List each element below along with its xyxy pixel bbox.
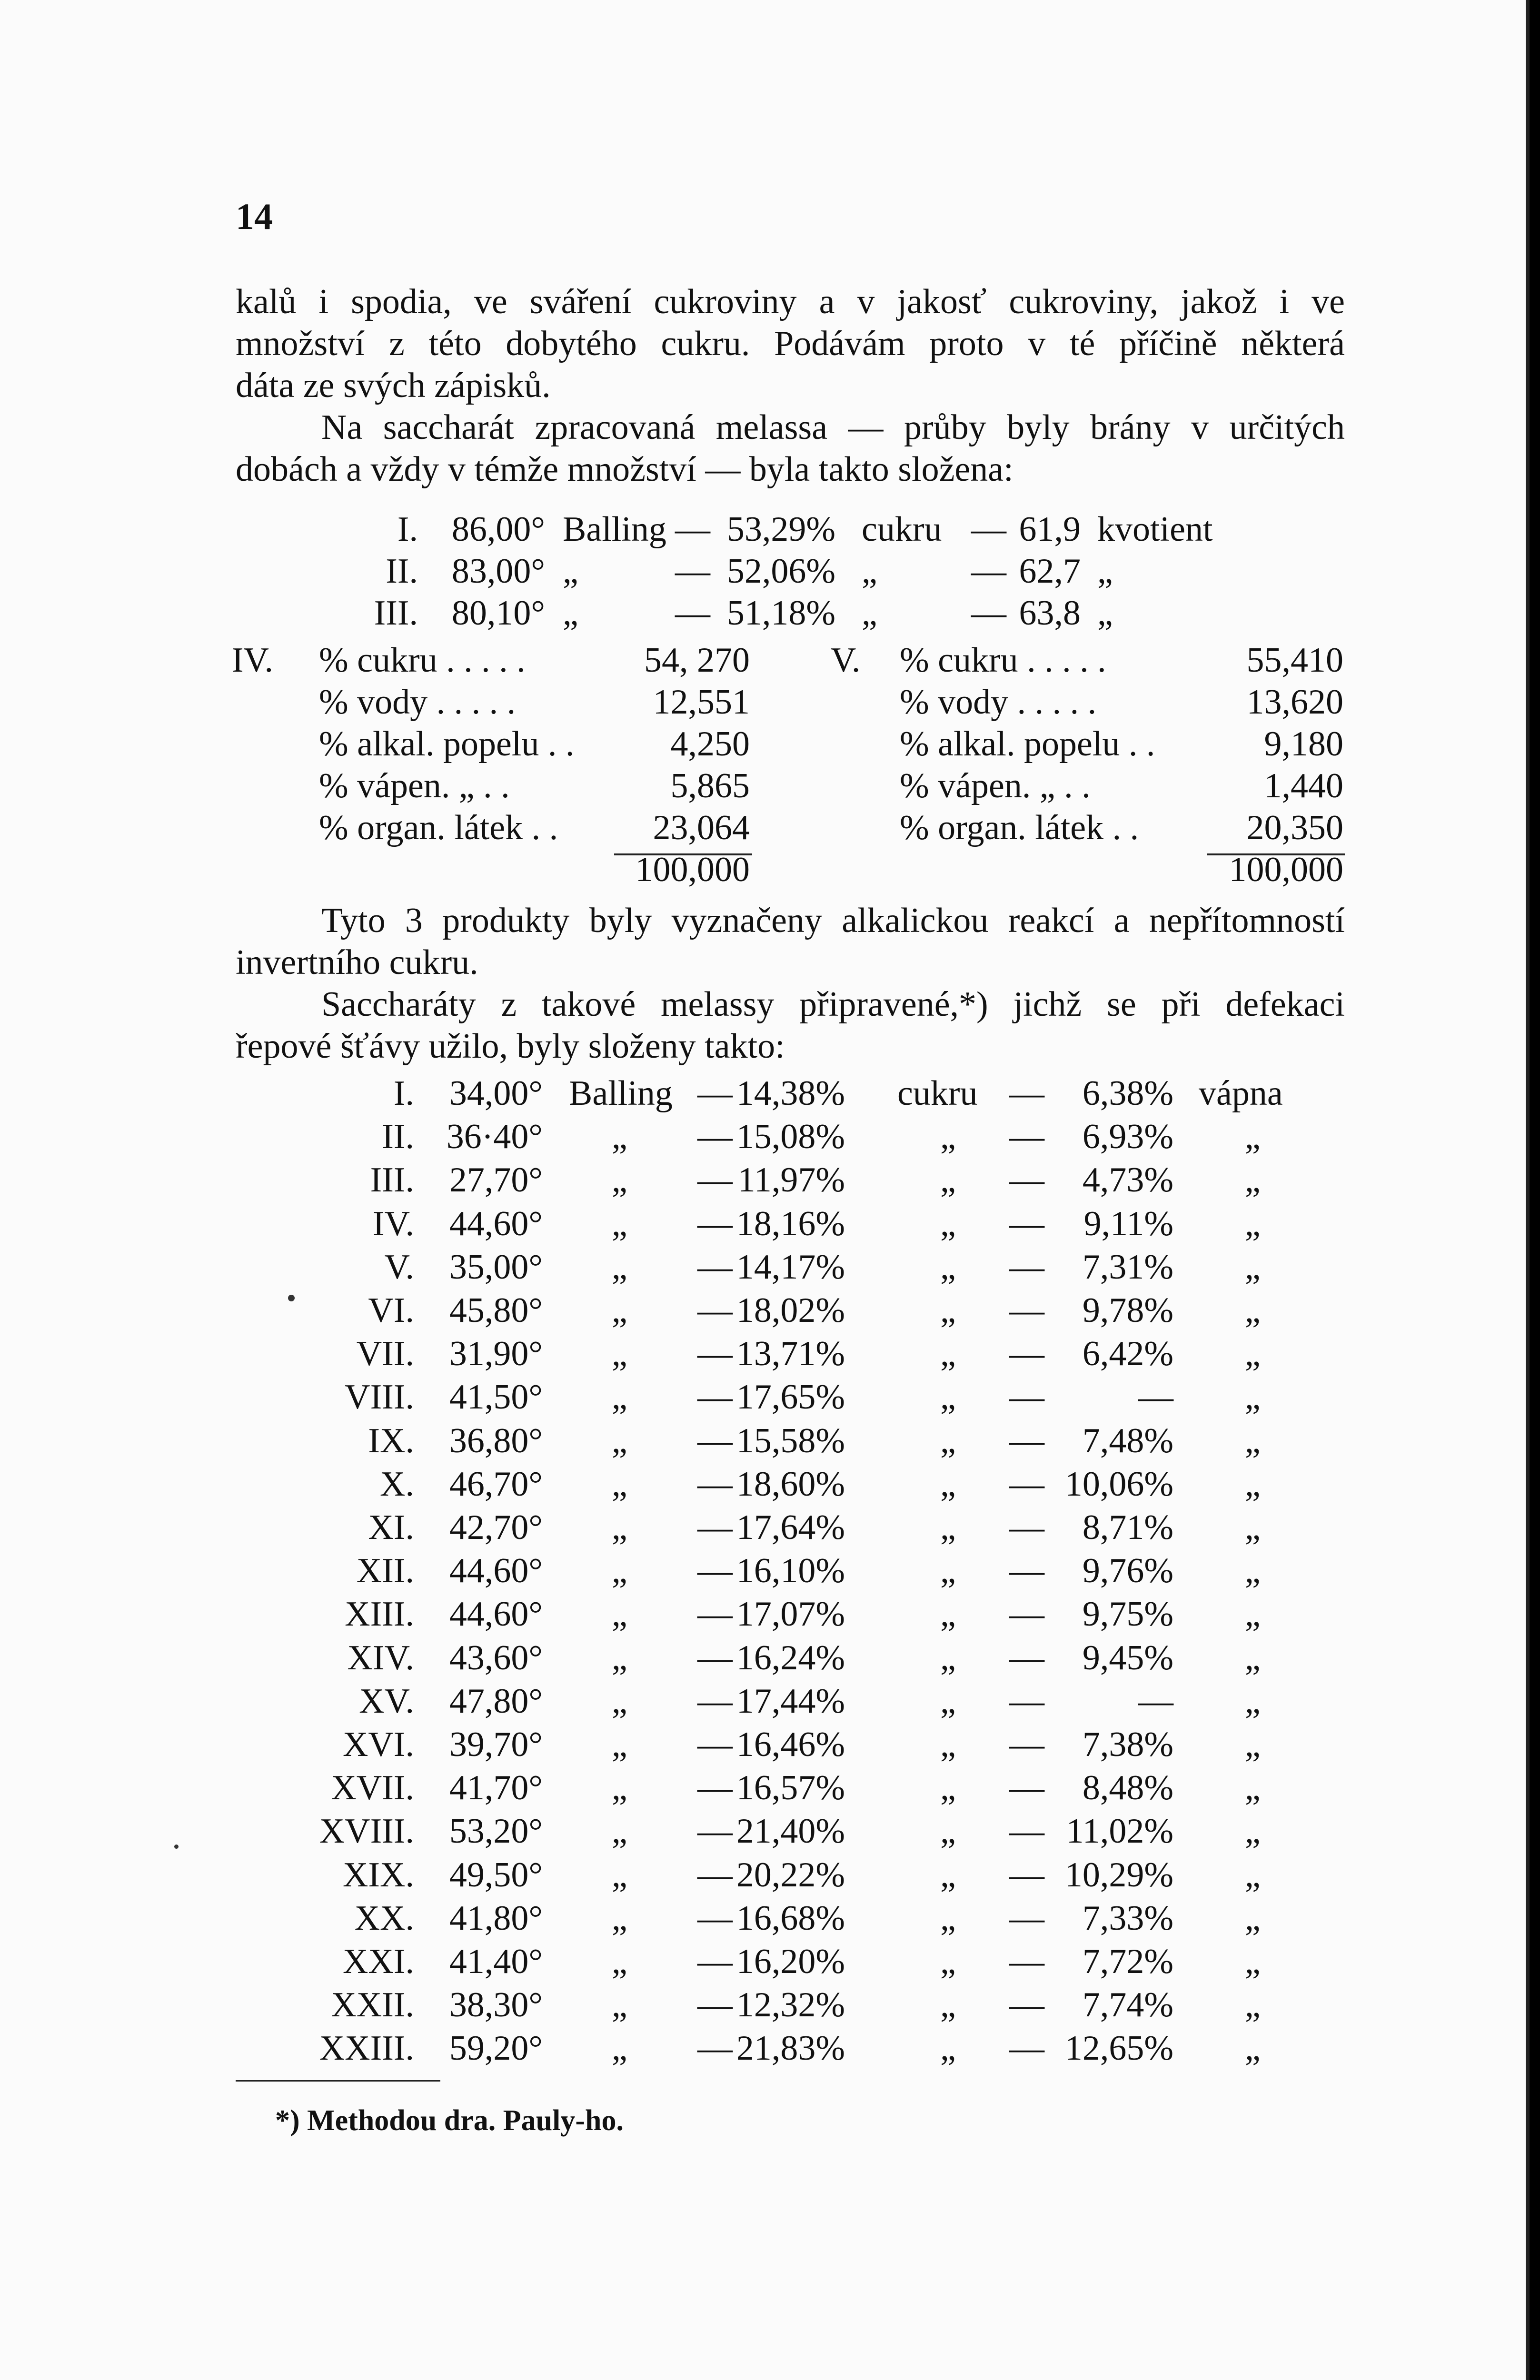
lime-label: „ (1245, 1291, 1261, 1330)
dash: — (1009, 1508, 1044, 1547)
sugar-label: „ (940, 1899, 956, 1938)
dash: — (697, 1248, 733, 1287)
lime-label: „ (1245, 1942, 1261, 1981)
dash: — (1009, 1812, 1044, 1851)
sugar-label: „ (940, 1551, 956, 1590)
composition-total: 100,000 (635, 850, 750, 889)
sugar-label: „ (940, 1508, 956, 1547)
dash: — (697, 1768, 733, 1807)
sugar-label: „ (940, 1768, 956, 1807)
lime-label: „ (1245, 1551, 1261, 1590)
lime-percent: 9,76% (1082, 1551, 1173, 1590)
balling-value: 38,30° (449, 1985, 543, 2024)
dash: — (1009, 1551, 1044, 1590)
lime-percent: 10,06% (1064, 1465, 1173, 1504)
component-value: 20,350 (1246, 808, 1343, 847)
component-label: % alkal. popelu . . (900, 724, 1155, 764)
dash: — (697, 1855, 733, 1894)
unit-label: „ (612, 1942, 627, 1981)
balling-value: 41,50° (449, 1378, 543, 1417)
balling-value: 41,80° (449, 1899, 543, 1938)
text-line: dobách a vždy v témže množství — byla takto složena: (236, 450, 1013, 489)
unit-label: „ (612, 1334, 627, 1373)
footnote-rule (236, 2080, 440, 2082)
dash: — (1009, 1465, 1044, 1504)
dash: — (697, 1291, 733, 1330)
lime-percent: 7,48% (1082, 1421, 1173, 1460)
unit-label: „ (612, 1248, 627, 1287)
dash: — (1009, 1291, 1044, 1330)
text-line: invertního cukru. (236, 943, 478, 982)
sugar-percent: 21,83% (736, 2029, 845, 2068)
sugar-label: „ (940, 1160, 956, 1200)
roman-numeral: XXII. (331, 1985, 414, 2024)
unit-label: Balling (563, 510, 666, 549)
lime-label: „ (1245, 1248, 1261, 1287)
dash: — (697, 1942, 733, 1981)
sugar-percent: 18,60% (736, 1465, 845, 1504)
balling-value: 46,70° (449, 1465, 543, 1504)
dash: — (697, 1725, 733, 1764)
unit-label: „ (612, 1595, 627, 1634)
composition-number: IV. (232, 641, 274, 680)
sugar-percent: 18,02% (736, 1291, 845, 1330)
dash: — (1009, 1942, 1044, 1981)
lime-label: „ (1245, 1725, 1261, 1764)
dash: — (1009, 1985, 1044, 2024)
sugar-percent: 16,20% (736, 1942, 845, 1981)
dash: — (697, 1508, 733, 1547)
balling-value: 59,20° (449, 2029, 543, 2068)
roman-numeral: XX. (354, 1899, 414, 1938)
balling-value: 36,80° (449, 1421, 543, 1460)
quotient-label: kvotient (1097, 510, 1213, 549)
lime-label: „ (1245, 1334, 1261, 1373)
roman-numeral: XIII. (345, 1595, 414, 1634)
dash: — (697, 1160, 733, 1200)
quotient-label: „ (1097, 552, 1113, 591)
sugar-percent: 21,40% (736, 1812, 845, 1851)
balling-value: 34,00° (449, 1074, 543, 1113)
component-label: % organ. látek . . (900, 808, 1139, 847)
component-value: 55,410 (1246, 641, 1343, 680)
sugar-label: cukru (862, 510, 942, 549)
dash: — (1009, 1768, 1044, 1807)
lime-percent: 7,31% (1082, 1248, 1173, 1287)
lime-label: „ (1245, 1160, 1261, 1200)
page-number: 14 (236, 196, 273, 237)
lime-percent: 9,45% (1082, 1638, 1173, 1677)
roman-numeral: I. (397, 510, 418, 549)
dash: — (1009, 1855, 1044, 1894)
unit-label: „ (612, 2029, 627, 2068)
dash: — (697, 1985, 733, 2024)
lime-label: „ (1245, 1682, 1261, 1721)
lime-label: „ (1245, 1421, 1261, 1460)
sugar-percent: 14,38% (736, 1074, 845, 1113)
lime-label: „ (1245, 1638, 1261, 1677)
dash: — (1009, 1899, 1044, 1938)
text-line: řepové šťávy užilo, byly složeny takto: (236, 1027, 785, 1066)
balling-value: 41,40° (449, 1942, 543, 1981)
dash: — (1009, 1595, 1044, 1634)
balling-value: 27,70° (449, 1160, 543, 1200)
roman-numeral: VIII. (345, 1378, 414, 1417)
lime-percent: 6,38% (1082, 1074, 1173, 1113)
balling-value: 49,50° (449, 1855, 543, 1894)
sugar-label: „ (940, 1595, 956, 1634)
unit-label: „ (612, 1638, 627, 1677)
dash: — (971, 510, 1006, 549)
sugar-percent: 15,58% (736, 1421, 845, 1460)
dash: — (697, 1465, 733, 1504)
component-value: 23,064 (653, 808, 750, 847)
unit-label: „ (612, 1378, 627, 1417)
lime-percent: 6,42% (1082, 1334, 1173, 1373)
component-label: % vody . . . . . (900, 683, 1097, 722)
lime-label: „ (1245, 1595, 1261, 1634)
sugar-label: „ (940, 1725, 956, 1764)
lime-percent: 11,02% (1066, 1812, 1173, 1851)
lime-label: „ (1245, 1985, 1261, 2024)
dash: — (697, 1421, 733, 1460)
sugar-label: „ (862, 552, 877, 591)
roman-numeral: XIX. (342, 1855, 414, 1894)
lime-percent: 7,74% (1082, 1985, 1173, 2024)
sugar-label: cukru (897, 1074, 978, 1113)
roman-numeral: II. (382, 1117, 414, 1156)
lime-label: „ (1245, 1378, 1261, 1417)
balling-value: 53,20° (449, 1812, 543, 1851)
component-label: % vápen. „ . . (319, 766, 510, 805)
dash: — (697, 1378, 733, 1417)
roman-numeral: XII. (356, 1551, 414, 1590)
component-value: 5,865 (670, 766, 750, 805)
sugar-label: „ (862, 594, 877, 633)
unit-label: „ (612, 1204, 627, 1243)
dash: — (697, 1074, 733, 1113)
scan-speck (174, 1844, 179, 1849)
unit-label: „ (612, 1160, 627, 1200)
component-label: % cukru . . . . . (319, 641, 526, 680)
dash: — (697, 1812, 733, 1851)
balling-value: 36·40° (446, 1117, 543, 1156)
text-line: dáta ze svých zápisků. (236, 366, 551, 405)
balling-value: 43,60° (449, 1638, 543, 1677)
component-label: % vápen. „ . . (900, 766, 1091, 805)
unit-label: „ (612, 1768, 627, 1807)
unit-label: „ (612, 1508, 627, 1547)
component-value: 4,250 (670, 724, 750, 764)
roman-numeral: XVI. (342, 1725, 414, 1764)
middle-paragraph (236, 900, 1345, 1067)
sugar-percent: 16,46% (736, 1725, 845, 1764)
sugar-label: „ (940, 1248, 956, 1287)
lime-percent: 9,78% (1082, 1291, 1173, 1330)
sugar-percent: 53,29% (726, 510, 835, 549)
sugar-label: „ (940, 1985, 956, 2024)
quotient-label: „ (1097, 594, 1113, 633)
dash: — (1009, 1074, 1044, 1113)
unit-label: „ (612, 1421, 627, 1460)
sugar-label: „ (940, 1291, 956, 1330)
dash: — (1009, 1725, 1044, 1764)
lime-label: „ (1245, 1855, 1261, 1894)
lime-label: „ (1245, 1117, 1261, 1156)
component-value: 54, 270 (644, 641, 750, 680)
component-value: 9,180 (1264, 724, 1343, 764)
lime-label: „ (1245, 1204, 1261, 1243)
dash: — (1009, 1204, 1044, 1243)
roman-numeral: IX. (368, 1421, 414, 1460)
sugar-label: „ (940, 1812, 956, 1851)
dash: — (697, 1117, 733, 1156)
lime-percent: 9,75% (1082, 1595, 1173, 1634)
sugar-percent: 17,65% (736, 1378, 845, 1417)
sugar-percent: 16,24% (736, 1638, 845, 1677)
sugar-label: „ (940, 1421, 956, 1460)
lime-label: „ (1245, 1508, 1261, 1547)
roman-numeral: V. (384, 1248, 414, 1287)
sugar-percent: 16,10% (736, 1551, 845, 1590)
component-label: % alkal. popelu . . (319, 724, 575, 764)
sugar-percent: 16,68% (736, 1899, 845, 1938)
lime-percent: 9,11% (1083, 1204, 1173, 1243)
dash: — (697, 1204, 733, 1243)
sugar-label: „ (940, 1204, 956, 1243)
dash: — (675, 510, 710, 549)
composition-total: 100,000 (1229, 850, 1343, 889)
component-value: 13,620 (1246, 683, 1343, 722)
lime-label: „ (1245, 2029, 1261, 2068)
unit-label: „ (612, 1682, 627, 1721)
unit-label: „ (612, 1855, 627, 1894)
lime-percent: 4,73% (1082, 1160, 1173, 1200)
unit-label: „ (612, 1899, 627, 1938)
lime-percent: 7,33% (1082, 1899, 1173, 1938)
dash: — (1009, 2029, 1044, 2068)
unit-label: „ (612, 1985, 627, 2024)
sugar-label: „ (940, 1465, 956, 1504)
roman-numeral: III. (370, 1160, 414, 1200)
balling-value: 39,70° (449, 1725, 543, 1764)
roman-numeral: VI. (368, 1291, 414, 1330)
lime-label: „ (1245, 1768, 1261, 1807)
scan-speck (288, 1295, 295, 1301)
roman-numeral: X. (380, 1465, 414, 1504)
unit-label: „ (612, 1812, 627, 1851)
roman-numeral: XV. (359, 1682, 414, 1721)
sugar-percent: 12,32% (736, 1985, 845, 2024)
dash: — (697, 1638, 733, 1677)
component-label: % organ. látek . . (319, 808, 558, 847)
lime-percent: — (1138, 1682, 1173, 1721)
sugar-percent: 16,57% (736, 1768, 845, 1807)
component-label: % cukru . . . . . (900, 641, 1106, 680)
unit-label: „ (612, 1291, 627, 1330)
text-line: kalů i spodia, ve sváření cukroviny a v jakosť cukroviny, jakož i ve (236, 282, 1345, 321)
dash: — (1009, 1378, 1044, 1417)
sugar-percent: 51,18% (726, 594, 835, 633)
text-line: Tyto 3 produkty byly vyznačeny alkalickou reakcí a nepřítomností (321, 901, 1345, 940)
roman-numeral: XVII. (331, 1768, 414, 1807)
roman-numeral: I. (393, 1074, 414, 1113)
sugar-percent: 14,17% (736, 1248, 845, 1287)
dash: — (1009, 1421, 1044, 1460)
dash: — (971, 594, 1006, 633)
unit-label: „ (612, 1551, 627, 1590)
balling-value: 31,90° (449, 1334, 543, 1373)
unit-label: „ (612, 1117, 627, 1156)
lime-label: vápna (1199, 1074, 1283, 1113)
sugar-label: „ (940, 1378, 956, 1417)
dash: — (675, 594, 710, 633)
footnote: *) Methodou dra. Pauly-ho. (275, 2104, 624, 2137)
lime-label: „ (1245, 1812, 1261, 1851)
balling-value: 44,60° (449, 1595, 543, 1634)
balling-value: 80,10° (451, 594, 545, 633)
balling-value: 35,00° (449, 1248, 543, 1287)
roman-numeral: XVIII. (319, 1812, 414, 1851)
balling-value: 44,60° (449, 1204, 543, 1243)
roman-numeral: III. (374, 594, 418, 633)
sugar-label: „ (940, 2029, 956, 2068)
lime-label: „ (1245, 1465, 1261, 1504)
dash: — (971, 552, 1006, 591)
roman-numeral: II. (386, 552, 418, 591)
balling-value: 45,80° (449, 1291, 543, 1330)
lime-percent: 10,29% (1064, 1855, 1173, 1894)
balling-value: 42,70° (449, 1508, 543, 1547)
sugar-label: „ (940, 1942, 956, 1981)
lime-percent: 12,65% (1064, 2029, 1173, 2068)
balling-value: 44,60° (449, 1551, 543, 1590)
sugar-label: „ (940, 1682, 956, 1721)
lime-label: „ (1245, 1899, 1261, 1938)
balling-value: 41,70° (449, 1768, 543, 1807)
quotient-value: 62,7 (1019, 552, 1081, 591)
roman-numeral: IV. (372, 1204, 414, 1243)
component-label: % vody . . . . . (319, 683, 516, 722)
dash: — (1009, 1160, 1044, 1200)
lime-percent: — (1138, 1378, 1173, 1417)
lime-percent: 6,93% (1082, 1117, 1173, 1156)
unit-label: „ (612, 1725, 627, 1764)
dash: — (1009, 1638, 1044, 1677)
sugar-label: „ (940, 1117, 956, 1156)
sugar-label: „ (940, 1334, 956, 1373)
sugar-percent: 15,08% (736, 1117, 845, 1156)
quotient-value: 63,8 (1019, 594, 1081, 633)
unit-label: „ (563, 594, 578, 633)
dash: — (697, 2029, 733, 2068)
text-line: množství z této dobytého cukru. Podávám proto v té příčině některá (236, 324, 1345, 363)
roman-numeral: XXI. (342, 1942, 414, 1981)
text-line: Saccharáty z takové melassy připravené,*) jichž se při defekaci (321, 985, 1345, 1024)
lime-percent: 7,38% (1082, 1725, 1173, 1764)
dash: — (1009, 1682, 1044, 1721)
dash: — (697, 1334, 733, 1373)
dash: — (697, 1551, 733, 1590)
dash: — (697, 1682, 733, 1721)
sugar-percent: 17,44% (736, 1682, 845, 1721)
lime-percent: 8,71% (1082, 1508, 1173, 1547)
component-value: 12,551 (653, 683, 750, 722)
balling-value: 47,80° (449, 1682, 543, 1721)
sugar-label: „ (940, 1855, 956, 1894)
balling-value: 86,00° (451, 510, 545, 549)
sugar-percent: 20,22% (736, 1855, 845, 1894)
lime-percent: 8,48% (1082, 1768, 1173, 1807)
unit-label: Balling (569, 1074, 673, 1113)
component-value: 1,440 (1264, 766, 1343, 805)
balling-value: 83,00° (451, 552, 545, 591)
dash: — (675, 552, 710, 591)
composition-number: V. (831, 641, 861, 680)
dash: — (697, 1899, 733, 1938)
sugar-percent: 52,06% (726, 552, 835, 591)
unit-label: „ (612, 1465, 627, 1504)
sugar-percent: 17,64% (736, 1508, 845, 1547)
quotient-value: 61,9 (1019, 510, 1081, 549)
lime-percent: 7,72% (1082, 1942, 1173, 1981)
sugar-percent: 18,16% (736, 1204, 845, 1243)
sugar-percent: 13,71% (736, 1334, 845, 1373)
intro-paragraph (236, 281, 1345, 490)
unit-label: „ (563, 552, 578, 591)
roman-numeral: XIV. (347, 1638, 414, 1677)
dash: — (697, 1595, 733, 1634)
roman-numeral: XI. (368, 1508, 414, 1547)
text-line: Na saccharát zpracovaná melassa — průby byly brány v určitých (321, 408, 1345, 447)
sugar-percent: 17,07% (736, 1595, 845, 1634)
dash: — (1009, 1117, 1044, 1156)
sugar-label: „ (940, 1638, 956, 1677)
roman-numeral: VII. (356, 1334, 414, 1373)
dash: — (1009, 1334, 1044, 1373)
roman-numeral: XXIII. (319, 2029, 414, 2068)
sugar-percent: 11,97% (737, 1160, 845, 1200)
dash: — (1009, 1248, 1044, 1287)
